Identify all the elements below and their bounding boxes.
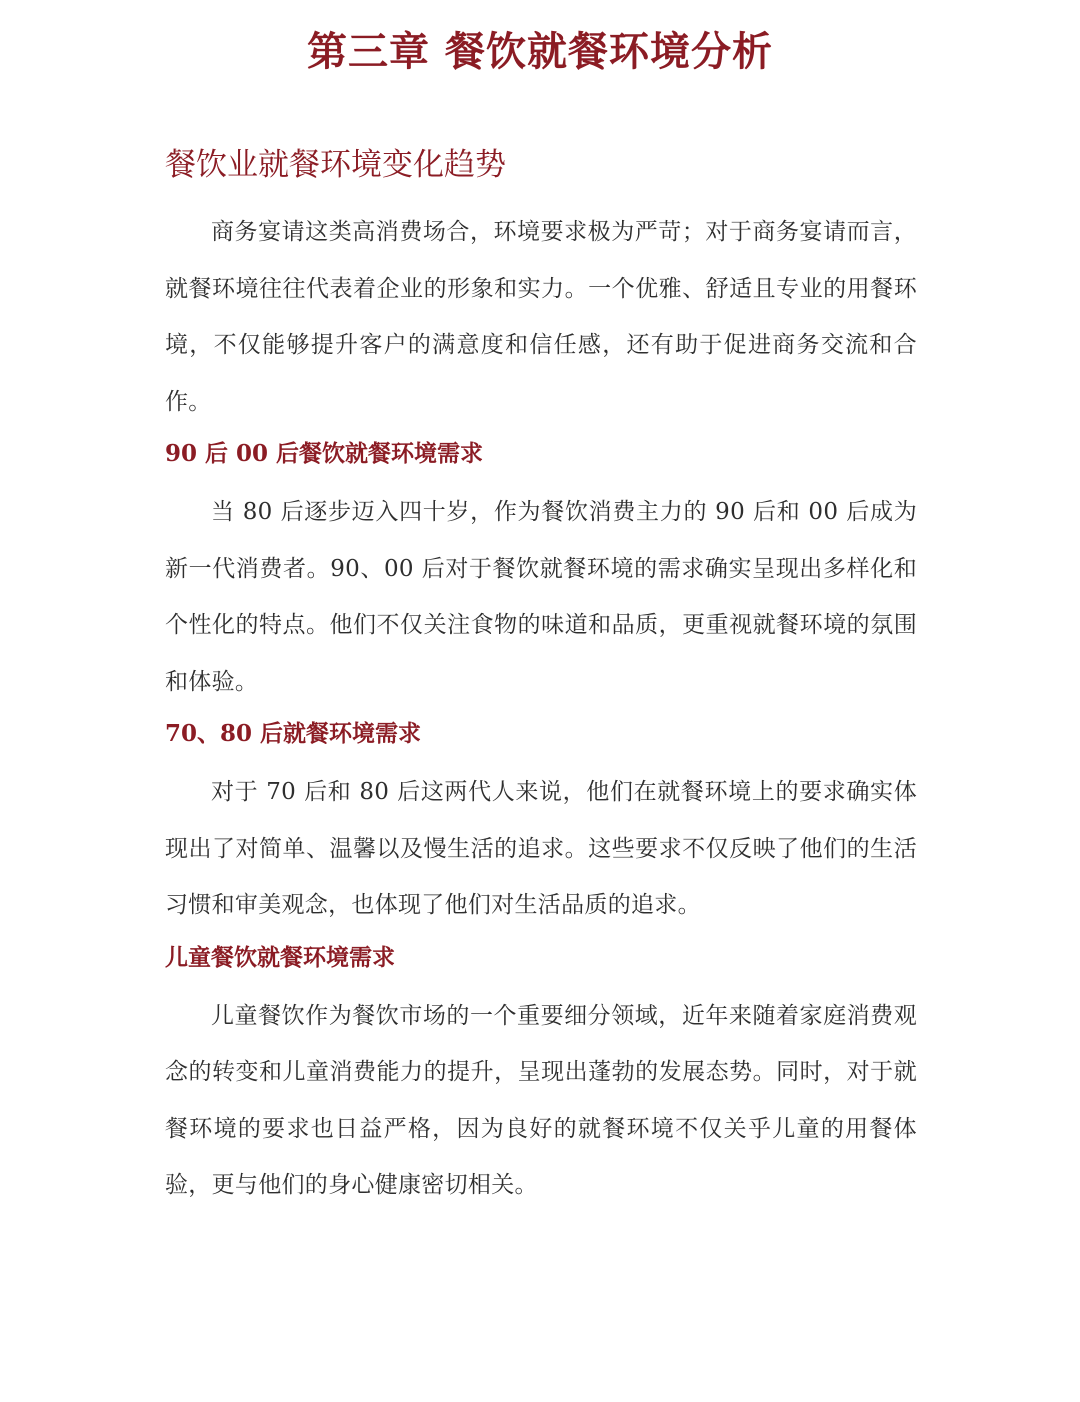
subsection-title-70s-80s: 70、80 后就餐环境需求 <box>165 720 422 747</box>
section-title: 餐饮业就餐环境变化趋势 <box>165 147 506 183</box>
subsection-paragraph-70s-80s: 对于 70 后和 80 后这两代人来说，他们在就餐环境上的要求确实体现出了对简单、温馨以及慢生活的追求。这些要求不仅反映了他们的生活习惯和审美观念，也体现了他们对生活品质的追求。 <box>165 779 917 918</box>
subsection-title-children: 儿童餐饮就餐环境需求 <box>165 943 395 971</box>
document-body <box>165 140 917 1220</box>
chapter-title: 第三章 餐饮就餐环境分析 <box>307 28 773 75</box>
subsection-title-90s-00s: 90 后 00 后餐饮就餐环境需求 <box>165 440 484 467</box>
section-intro-paragraph: 商务宴请这类高消费场合，环境要求极为严苛；对于商务宴请而言，就餐环境往往代表着企业的形象和实力。一个优雅、舒适且专业的用餐环境，不仅能够提升客户的满意度和信任感，还有助于促进商务交流和合作。 <box>165 219 917 415</box>
subsection-paragraph-children: 儿童餐饮作为餐饮市场的一个重要细分领域，近年来随着家庭消费观念的转变和儿童消费能力的提升，呈现出蓬勃的发展态势。同时，对于就餐环境的要求也日益严格，因为良好的就餐环境不仅关乎儿童的用餐体验，更与他们的身心健康密切相关。 <box>165 1002 917 1198</box>
subsection-paragraph-90s-00s: 当 80 后逐步迈入四十岁，作为餐饮消费主力的 90 后和 00 后成为新一代消费者。90、00 后对于餐饮就餐环境的需求确实呈现出多样化和个性化的特点。他们不仅关注食物的味道和品质，更重视就餐环境的氛围和体验。 <box>165 499 917 695</box>
